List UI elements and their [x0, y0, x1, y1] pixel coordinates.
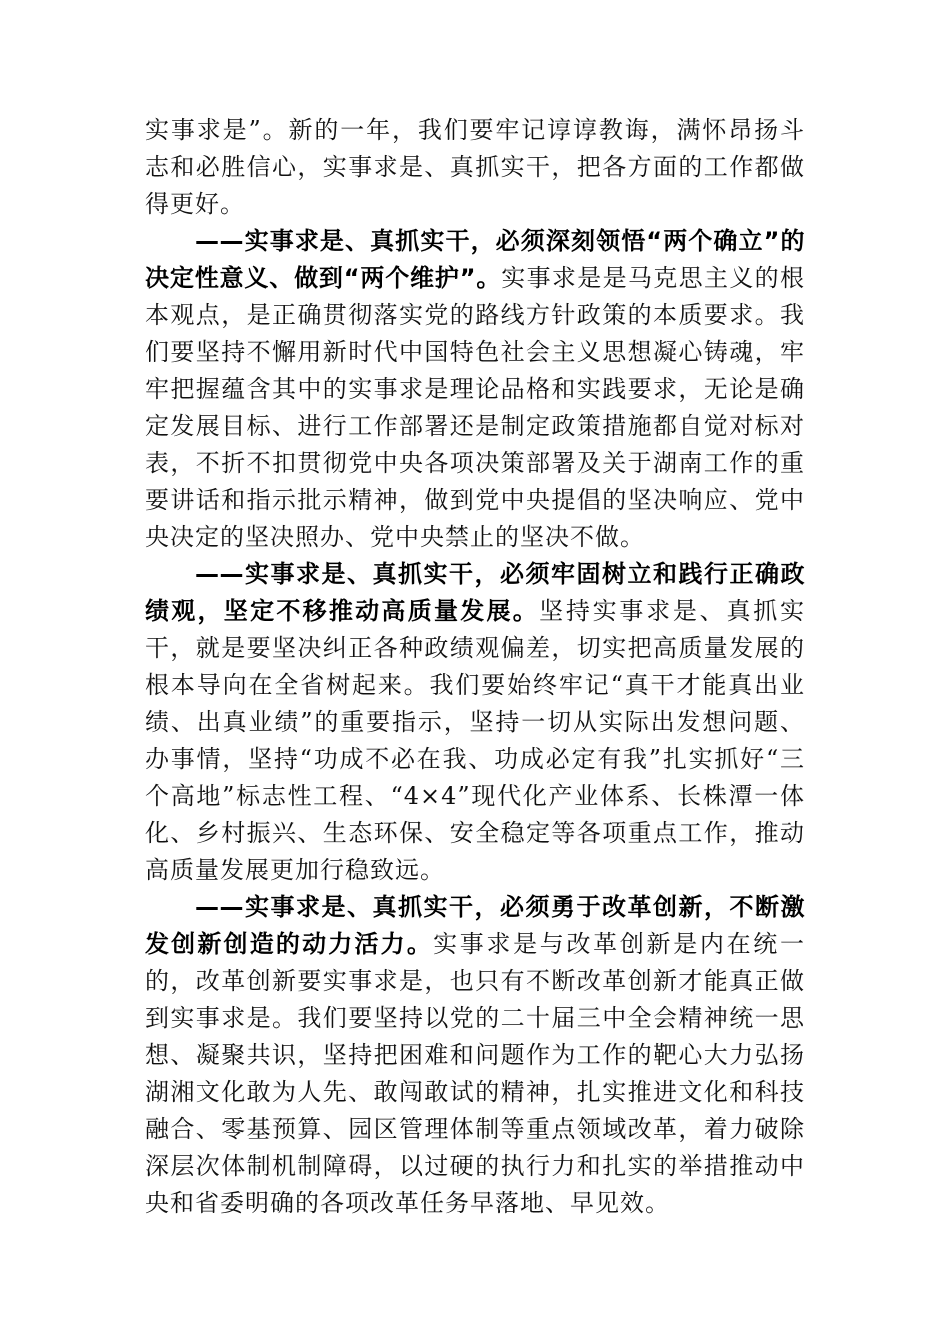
paragraph-intro [145, 112, 805, 223]
paragraph-intro-body: 实事求是”。新的一年，我们要牢记谆谆教诲，满怀昂扬斗志和必胜信心，实事求是、真抓实干，把各方面的工作都做得更好。 [145, 116, 805, 218]
paragraph-performance-view [145, 556, 805, 889]
paragraph-heading: ——实事求是、真抓实干，必须勇于改革创新，不断激发创新创造的动力活力。 [145, 893, 805, 958]
paragraph-two-establishments [145, 223, 805, 556]
paragraph-heading: ——实事求是、真抓实干，必须深刻领悟“两个确立”的决定性意义、做到“两个维护”。 [145, 227, 805, 292]
document-page [145, 112, 805, 1222]
paragraph-reform-innovation [145, 889, 805, 1222]
paragraph-body: 坚持实事求是、真抓实干，就是要坚决纠正各种政绩观偏差，切实把高质量发展的根本导向在全省树起来。我们要始终牢记“真干才能真出业绩、出真业绩”的重要指示，坚持一切从实际出发想问题、办事情，坚持“功成不必在我、功成必定有我”扎实抓好“三个高地”标志性工程、“4×4”现代化产业体系、长株潭一体化、乡村振兴、生态环保、安全稳定等各项重点工作，推动高质量发展更加行稳致远。 [145, 597, 805, 884]
paragraph-body: 实事求是与改革创新是内在统一的，改革创新要实事求是，也只有不断改革创新才能真正做到实事求是。我们要坚持以党的二十届三中全会精神统一思想、凝聚共识，坚持把困难和问题作为工作的靶心大力弘扬湖湘文化敢为人先、敢闯敢试的精神，扎实推进文化和科技融合、零基预算、园区管理体制等重点领域改革，着力破除深层次体制机制障碍，以过硬的执行力和扎实的举措推动中央和省委明确的各项改革任务早落地、早见效。 [145, 930, 805, 1217]
paragraph-heading: ——实事求是、真抓实干，必须牢固树立和践行正确政绩观，坚定不移推动高质量发展。 [145, 560, 805, 625]
paragraph-body: 实事求是是马克思主义的根本观点，是正确贯彻落实党的路线方针政策的本质要求。我们要坚持不懈用新时代中国特色社会主义思想凝心铸魂，牢牢把握蕴含其中的实事求是理论品格和实践要求，无论是确定发展目标、进行工作部署还是制定政策措施都自觉对标对表，不折不扣贯彻党中央各项决策部署及关于湖南工作的重要讲话和指示批示精神，做到党中央提倡的坚决响应、党中央决定的坚决照办、党中央禁止的坚决不做。 [145, 264, 806, 551]
